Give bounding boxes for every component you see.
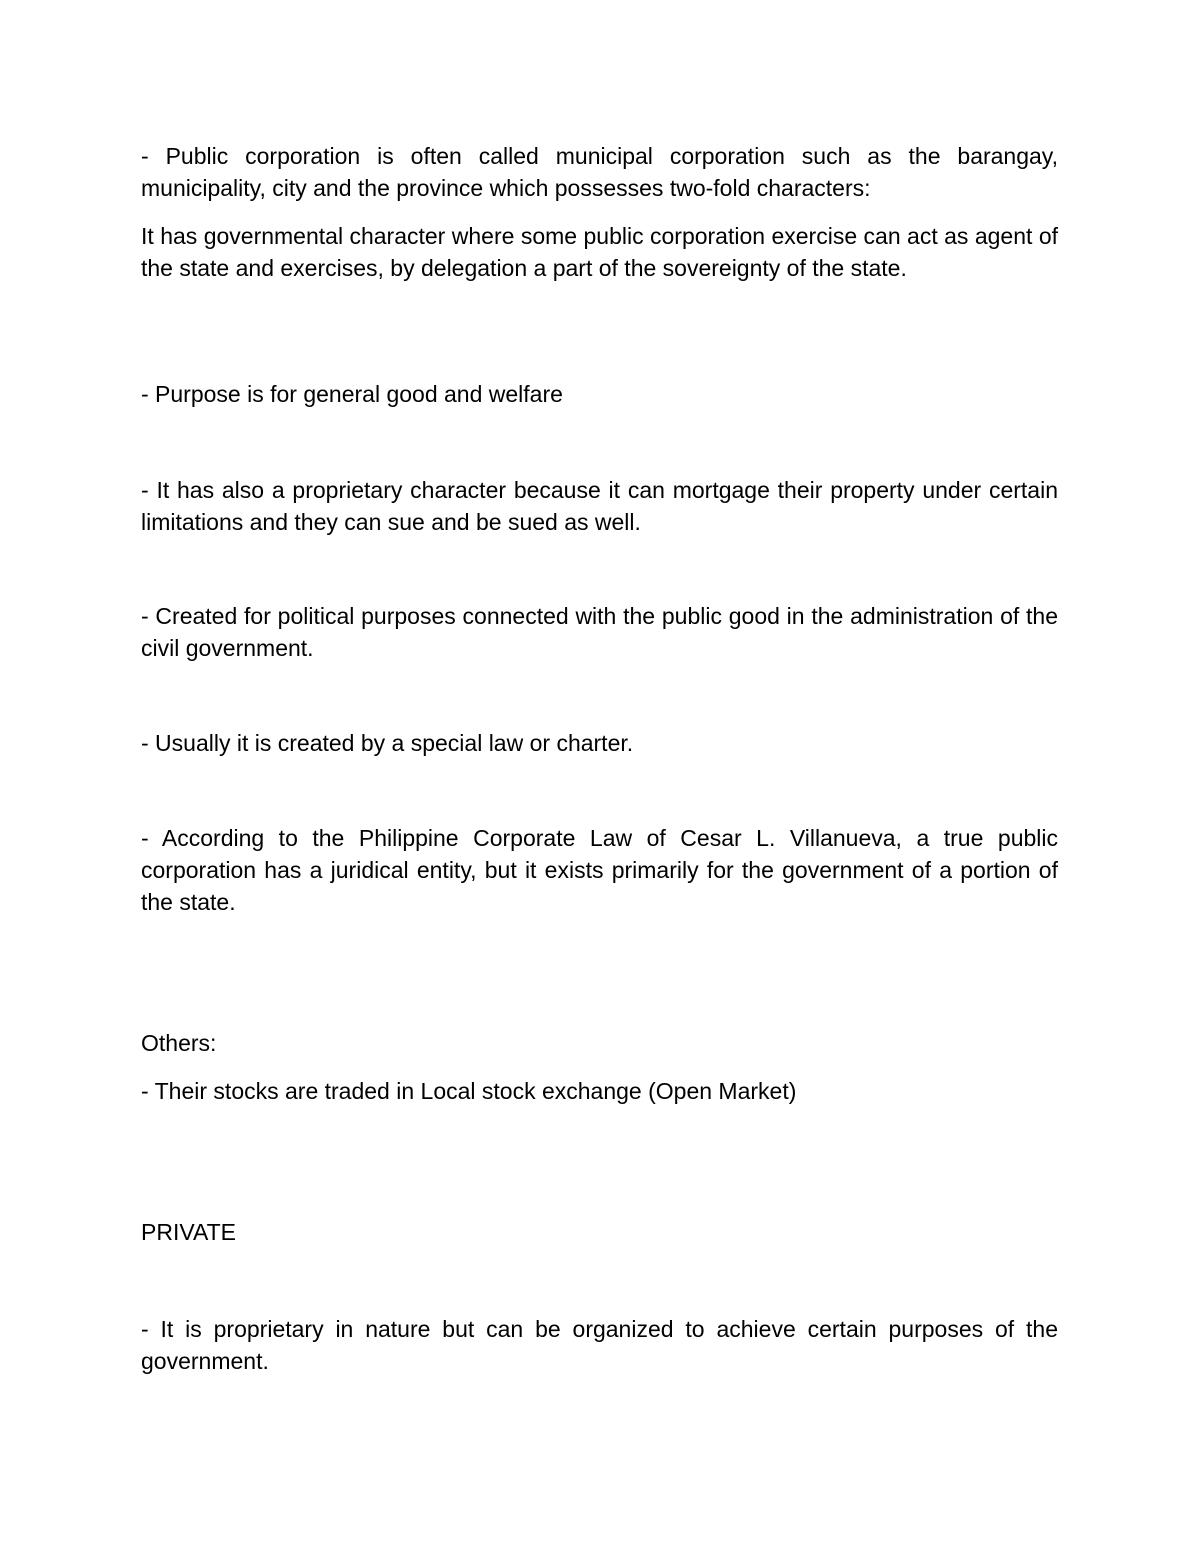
paragraph-public-corporation: - Public corporation is often called municipal corporation such as the barangay, municipality, city and the province which possesses two-fold characters: [141,143,1058,201]
paragraph-governmental-character: It has governmental character where some public corporation exercise can act as agent of the state and exercises, by delegation a part of the sovereignty of the state. [141,223,1058,281]
paragraph-villanueva: - According to the Philippine Corporate Law of Cesar L. Villanueva, a true public corporation has a juridical entity, but it exists primarily for the government of a portion of the state. [141,825,1058,915]
paragraph-proprietary-character: - It has also a proprietary character because it can mortgage their property under certain limitations and they can sue and be sued as well. [141,477,1058,535]
paragraph-political-purposes: - Created for political purposes connected with the public good in the administration of the civil government. [141,603,1058,661]
heading-others: Others: [141,1030,217,1056]
paragraph-stocks-traded: - Their stocks are traded in Local stock exchange (Open Market) [141,1078,797,1104]
paragraph-purpose: - Purpose is for general good and welfare [141,381,563,407]
paragraph-special-law: - Usually it is created by a special law or charter. [141,730,634,756]
heading-private: PRIVATE [141,1219,236,1245]
paragraph-private-proprietary: - It is proprietary in nature but can be organized to achieve certain purposes of the government. [141,1316,1058,1374]
